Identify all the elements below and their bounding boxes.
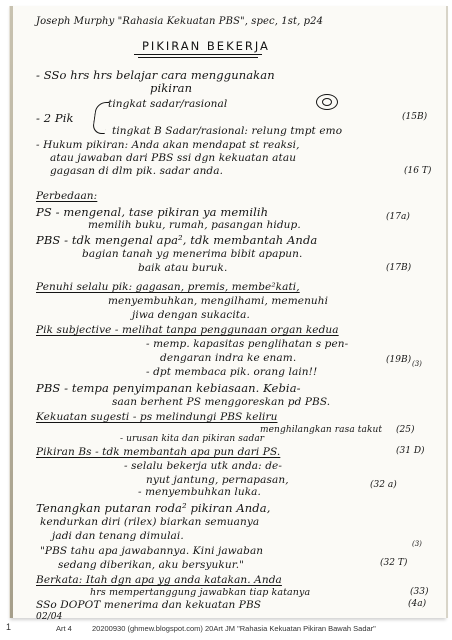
note-line: kendurkan diri (rilex) biarkan semuanya xyxy=(40,516,260,528)
page-spine xyxy=(10,6,13,618)
page-ref: (32 T) xyxy=(380,558,408,568)
page-ref: (17B) xyxy=(386,263,412,273)
note-line: "PBS tahu apa jawabannya. Kini jawaban xyxy=(40,545,264,557)
note-line: hrs mempertanggung jawabkan tiap katanya xyxy=(90,587,311,598)
note-line: Pikiran Bs - tdk membantah apa pun dari PS. xyxy=(36,446,281,458)
note-line: dengaran indra ke enam. xyxy=(160,352,297,364)
page-ref: (32 a) xyxy=(370,480,397,490)
note-line: memilih buku, rumah, pasangan hidup. xyxy=(88,219,301,231)
note-line: tingkat sadar/rasional xyxy=(108,98,228,110)
note-line: menghilangkan rasa takut xyxy=(260,425,383,435)
note-line: Penuhi selalu pik: gagasan, premis, membe²kati, xyxy=(36,281,300,293)
note-line: Berkata: Itah dgn apa yg anda katakan. Anda xyxy=(36,574,282,586)
note-line: menyembuhkan, mengilhami, memenuhi xyxy=(108,295,329,307)
title-underline-1 xyxy=(134,54,262,55)
page-ref: (25) xyxy=(396,425,415,435)
note-line: saan berhent PS menggoreskan pd PBS. xyxy=(112,396,331,408)
note-line: gagasan di dlm pik. sadar anda. xyxy=(50,165,224,177)
note-line: tingkat B Sadar/rasional: relung tmpt emo xyxy=(112,125,343,137)
page-ref: (33) xyxy=(410,587,429,597)
note-line: 02/04 xyxy=(36,612,63,622)
note-line: - Hukum pikiran: Anda akan mendapat st reaksi, xyxy=(36,139,300,151)
note-line: - dpt membaca pik. orang lain!! xyxy=(146,366,318,378)
page-ref: (16 T) xyxy=(404,166,432,176)
page-ref: (15B) xyxy=(402,112,428,122)
page-ref: (31 D) xyxy=(396,446,425,456)
note-line: PBS - tempa penyimpanan kebiasaan. Kebia- xyxy=(36,381,301,395)
page-ref: (17a) xyxy=(386,212,410,222)
note-line: Pik subjective - melihat tanpa penggunaan organ kedua xyxy=(36,324,339,336)
page-footer xyxy=(0,622,452,636)
footer-credit: 20200930 (ghmew.blogspot.com) 20Art JM "Rahasia Kekuatan Pikiran Bawah Sadar" xyxy=(92,624,376,633)
note-line: Kekuatan sugesti - ps melindungi PBS keliru xyxy=(36,411,278,423)
page-ref: (4a) xyxy=(408,599,427,609)
note-line: - urusan kita dan pikiran sadar xyxy=(120,434,265,444)
page-number: 1 xyxy=(6,622,12,632)
section-heading: Perbedaan: xyxy=(36,190,98,202)
note-line: jiwa dengan sukacita. xyxy=(132,309,250,321)
note-line: sedang diberikan, aku bersyukur." xyxy=(58,559,245,571)
page-ref: (19B) xyxy=(386,355,412,365)
note-line: SSo DOPOT menerima dan kekuatan PBS xyxy=(36,599,262,611)
concentric-circle-icon xyxy=(322,98,332,106)
note-line: PS - mengenal, tase pikiran ya memilih xyxy=(36,205,269,219)
page-title: PIKIRAN BEKERJA xyxy=(142,39,270,53)
page-ref: (3) xyxy=(412,540,422,548)
header-note: Joseph Murphy "Rahasia Kekuatan PBS", spec, 1st, p24 xyxy=(36,16,324,27)
note-line: - menyembuhkan luka. xyxy=(138,486,261,498)
title-underline-2 xyxy=(138,57,258,58)
note-line: atau jawaban dari PBS ssi dgn kekuatan atau xyxy=(50,152,297,164)
page-ref: (3) xyxy=(412,360,422,368)
footer-label: Art 4 xyxy=(56,624,72,633)
note-line: - memp. kapasitas penglihatan s pen- xyxy=(146,338,349,350)
note-line: Tenangkan putaran roda² pikiran Anda, xyxy=(36,501,271,515)
note-line: - 2 Pik xyxy=(36,111,74,125)
note-line: pikiran xyxy=(150,81,193,95)
note-line: baik atau buruk. xyxy=(138,262,228,274)
note-line: PBS - tdk mengenal apa², tdk membantah Anda xyxy=(36,233,318,247)
note-line: nyut jantung, pernapasan, xyxy=(146,474,289,486)
note-line: - selalu bekerja utk anda: de- xyxy=(124,460,282,472)
note-line: - SSo hrs hrs belajar cara menggunakan xyxy=(36,68,275,82)
note-line: bagian tanah yg menerima bibit apapun. xyxy=(82,248,303,260)
note-line: jadi dan tenang dimulai. xyxy=(52,530,184,542)
